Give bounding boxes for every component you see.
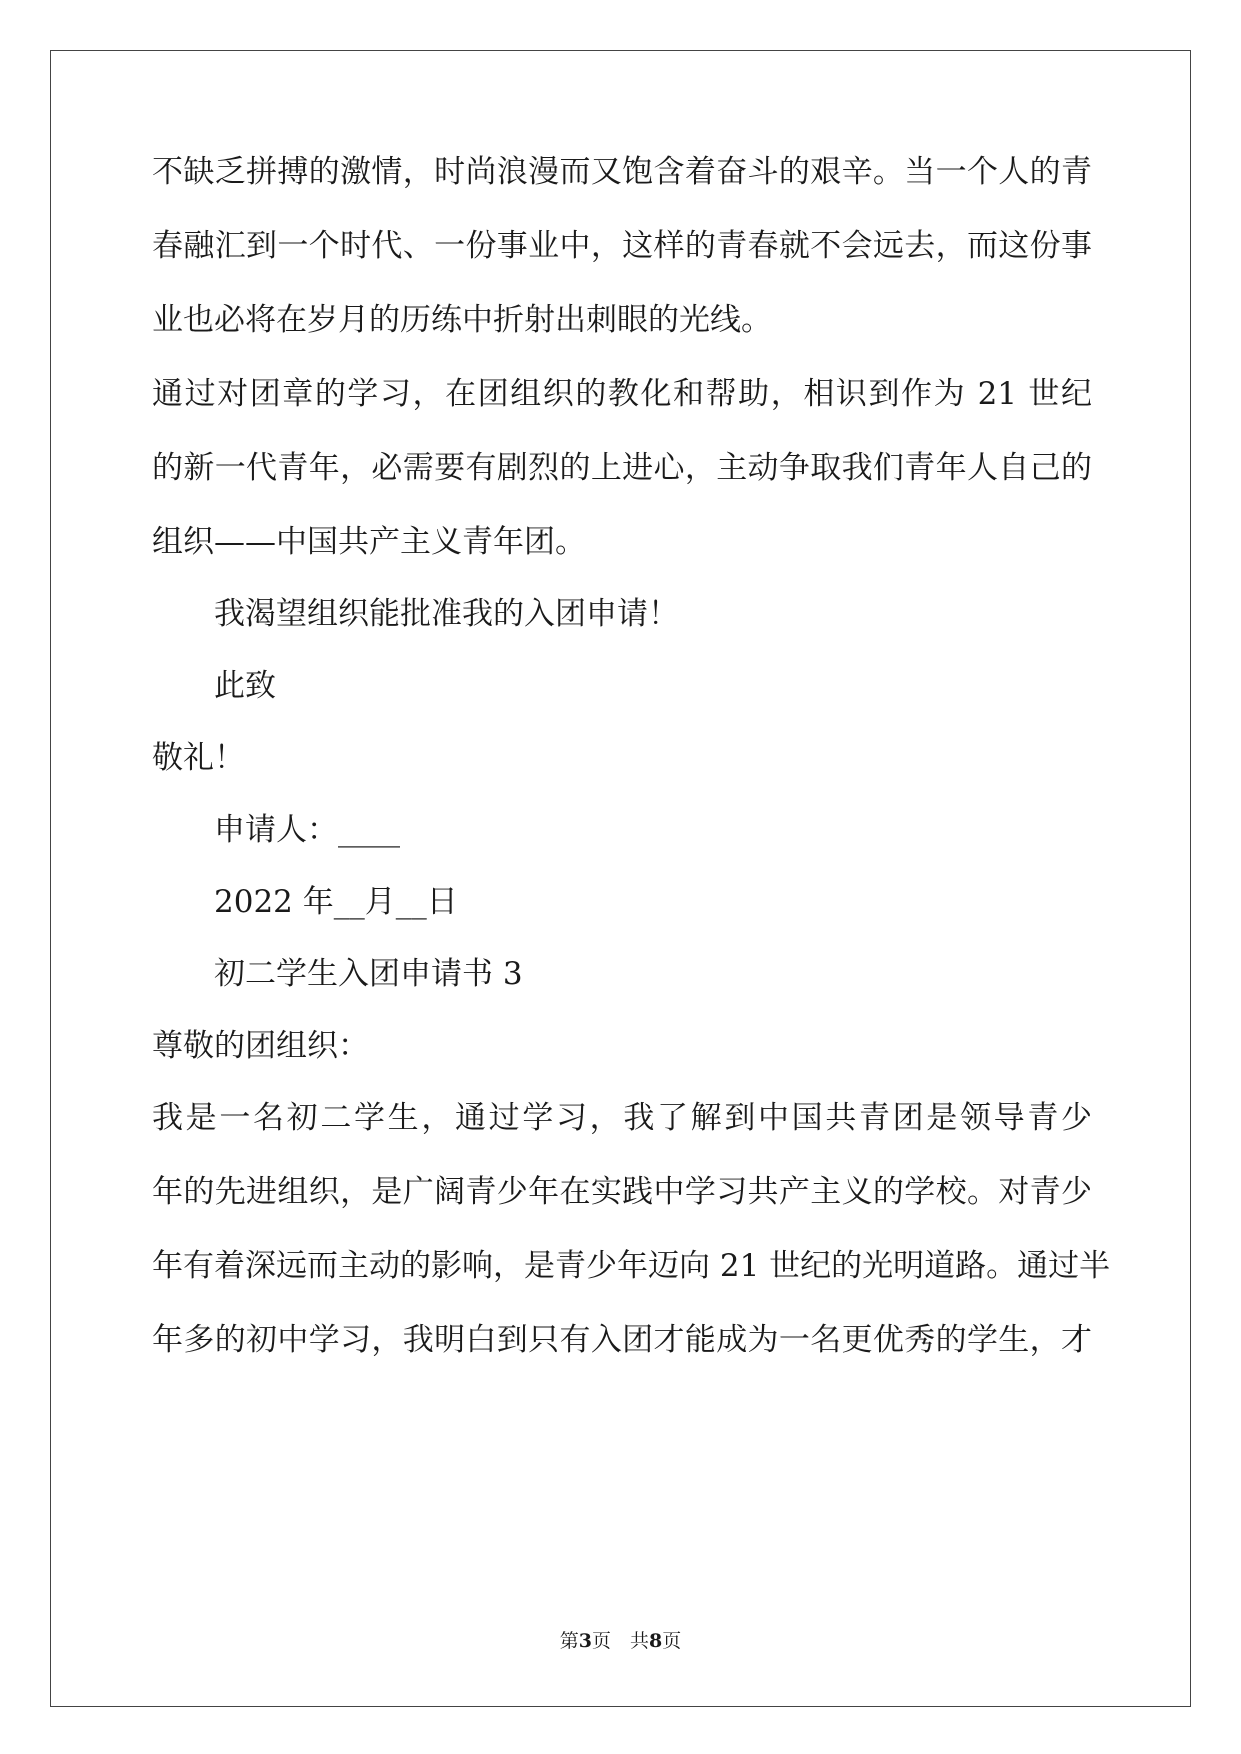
greeting: 尊敬的团组织： — [152, 1028, 369, 1064]
page-border — [50, 50, 1191, 1707]
salutation-jingli: 敬礼！ — [152, 740, 245, 776]
body-line: 的新一代青年，必需要有剧烈的上进心，主动争取我们青年人自己的 — [152, 450, 1092, 486]
body-line: 春融汇到一个时代、一份事业中，这样的青春就不会远去，而这份事 — [152, 228, 1092, 264]
date-line: 2022 年__月__日 — [214, 884, 458, 920]
applicant-signature: 申请人：____ — [214, 812, 400, 848]
body-line: 业也必将在岁月的历练中折射出刺眼的光线。 — [152, 302, 772, 338]
section-title: 初二学生入团申请书 3 — [214, 956, 523, 992]
body-line: 不缺乏拼搏的激情，时尚浪漫而又饱含着奋斗的艰辛。当一个人的青 — [152, 154, 1092, 190]
closing-request: 我渴望组织能批准我的入团申请！ — [214, 596, 679, 632]
footer-suffix: 页 — [662, 1630, 682, 1652]
footer-mid: 页 共 — [591, 1630, 649, 1652]
salutation-cizhi: 此致 — [214, 668, 276, 704]
footer-current-page: 3 — [578, 1630, 592, 1652]
body-line: 年有着深远而主动的影响，是青少年迈向 21 世纪的光明道路。通过半 — [152, 1248, 1111, 1284]
page-footer — [0, 1628, 1241, 1654]
body-line: 年多的初中学习，我明白到只有入团才能成为一名更优秀的学生，才 — [152, 1322, 1092, 1358]
paragraph-first-line: 我是一名初二学生，通过学习，我了解到中国共青团是领导青少 — [152, 1100, 1092, 1136]
paragraph-first-line: 通过对团章的学习，在团组织的教化和帮助，相识到作为 21 世纪 — [152, 376, 1092, 412]
footer-prefix: 第 — [559, 1630, 579, 1652]
body-line: 组织——中国共产主义青年团。 — [152, 524, 586, 560]
body-line: 年的先进组织，是广阔青少年在实践中学习共产主义的学校。对青少 — [152, 1174, 1092, 1210]
footer-total-pages: 8 — [649, 1630, 663, 1652]
